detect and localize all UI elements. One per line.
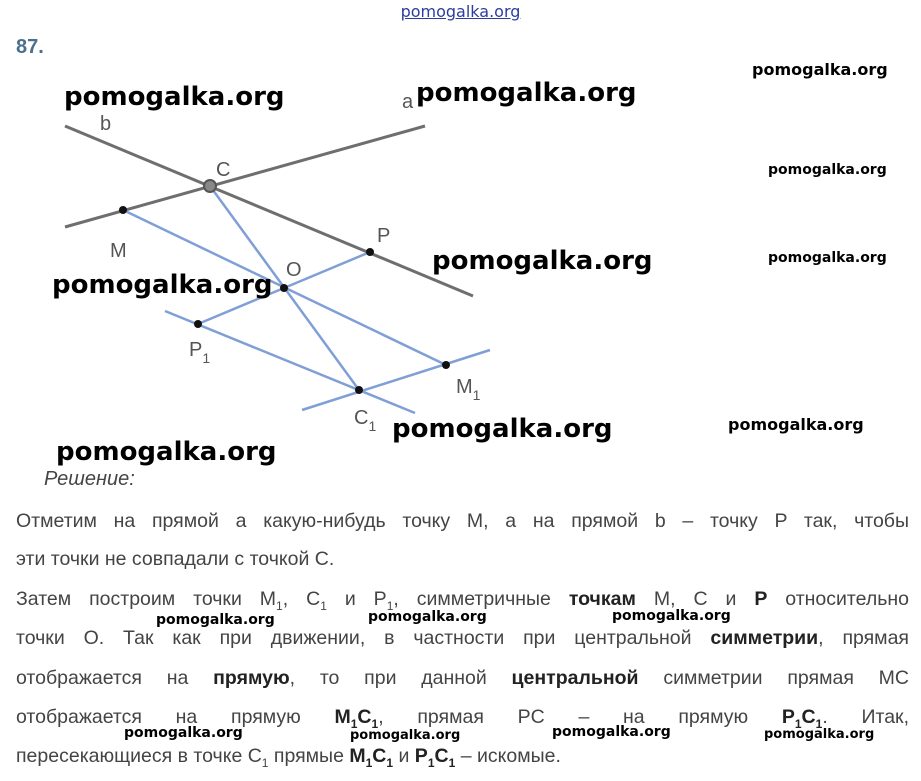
point-C1: [355, 386, 363, 394]
watermark: pomogalka.org: [432, 246, 653, 276]
watermark: pomogalka.org: [728, 415, 864, 434]
watermark: pomogalka.org: [764, 727, 875, 742]
label-b: b: [100, 113, 112, 135]
watermark: pomogalka.org: [612, 608, 731, 624]
watermark: pomogalka.org: [52, 270, 273, 300]
watermark: pomogalka.org: [156, 612, 275, 628]
paragraph-1-line-1: Отметим на прямой a какую-нибудь точку M, а на прямой b – точку P так, чтобы: [16, 510, 909, 532]
point-O: [280, 284, 288, 292]
paragraph-2-line-4: отображается на прямую $M_1C_1$, прямая PC – на прямую $P_1C_1$. Итак,: [16, 706, 909, 731]
line-a: [65, 126, 425, 227]
paragraph-2-line-2: точки O. Так как при движении, в частности при центральной симметрии, прямая: [16, 627, 909, 649]
paragraph-2-line-5: пересекающиеся в точке $C_1$ прямые $M_1C_1$ и $P_1C_1$ – искомые.: [16, 745, 561, 770]
label-C1: $C_1$: [354, 407, 377, 434]
watermark: pomogalka.org: [768, 162, 887, 178]
label-a: a: [402, 91, 414, 113]
watermark: pomogalka.org: [552, 724, 671, 740]
watermark: pomogalka.org: [368, 609, 487, 625]
solution-heading: Решение:: [44, 468, 135, 490]
point-P1: [194, 320, 202, 328]
watermark: pomogalka.org: [416, 78, 637, 108]
watermark: pomogalka.org: [350, 728, 461, 743]
watermark: pomogalka.org: [392, 414, 613, 444]
label-C: C: [216, 159, 231, 181]
paragraph-2-line-3: отображается на прямую, то при данной центральной симметрии прямая MC: [16, 667, 909, 689]
watermark: pomogalka.org: [64, 82, 285, 112]
point-P: [366, 248, 374, 256]
site-link[interactable]: pomogalka.org: [400, 2, 521, 21]
label-O: O: [286, 259, 302, 281]
label-M: M: [110, 240, 127, 262]
point-M: [119, 206, 127, 214]
watermark: pomogalka.org: [124, 725, 243, 741]
label-P1: $P_1$: [189, 339, 211, 366]
watermark: pomogalka.org: [56, 437, 277, 467]
point-C: [204, 180, 216, 192]
label-P: P: [377, 225, 391, 247]
problem-number: 87.: [16, 36, 44, 58]
watermark: pomogalka.org: [768, 250, 887, 266]
paragraph-1-line-2: эти точки не совпадали с точкой C.: [16, 548, 335, 570]
label-M1: $M_1$: [456, 376, 481, 403]
point-M1: [442, 361, 450, 369]
watermark: pomogalka.org: [752, 60, 888, 79]
paragraph-2-line-1: Затем построим точки $M_1$, $C_1$ и $P_1$, симметричные точкам M, C и P относительно: [16, 588, 909, 613]
